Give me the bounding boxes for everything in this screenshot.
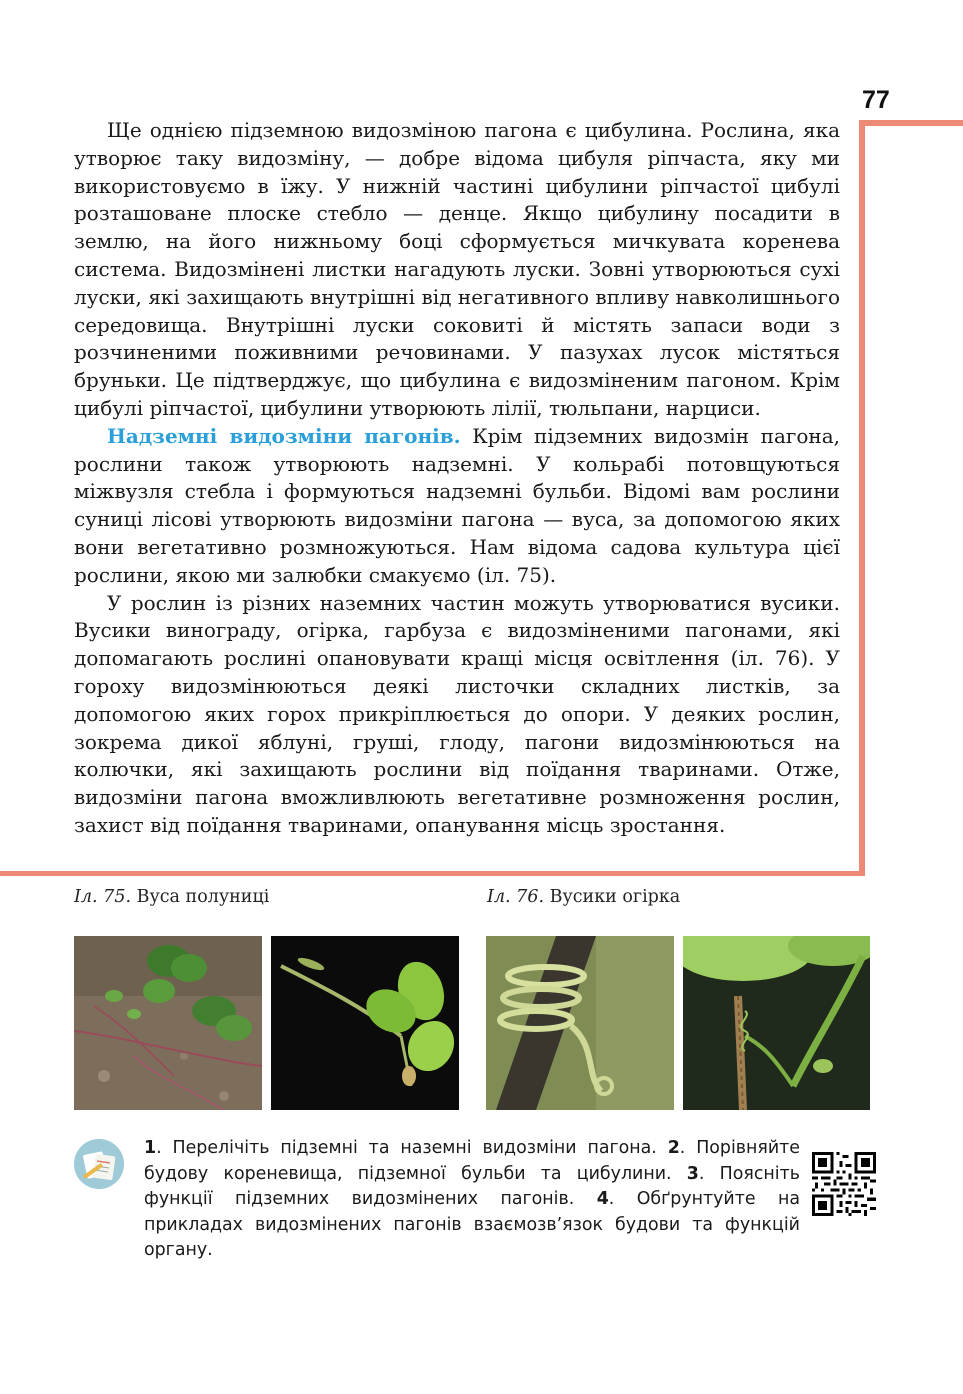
paragraph-bulb: Ще однією підземною видозміною пагона є цибулина. Рослина, яка утворює таку видозміну, — добре відома цибуля ріпчаста, яку ми використовуємо в їжу. У нижній частині цибулини ріпчастої цибулі розташоване плоске стебло — денце. Якщо цибулину посадити в землю, на його нижньому боці сформується мичкувата коренева система. Видозмінені листки нагадують луски. Зовні утворюються сухі луски, які захищають внутрішні від негативного впливу навколишнього середовища. Внутрішні луски соковиті й містять запаси води з розчиненими поживними речовинами. У пазухах лусок містяться бруньки. Це підтверджує, що цибулина є видозміненим пагоном. Крім цибулі ріпчастої, цибулини утворюють лілії, тюльпани, нарциси.: [74, 118, 840, 420]
caption-fig-75-ref: Іл. 75.: [74, 887, 132, 907]
main-text: [74, 117, 840, 840]
paragraph-tendrils: У рослин із різних наземних частин можуть утворюватися вусики. Вусики винограду, огірка, гарбуза є видозміненими пагонами, які допомагають рослині опановувати кращі місця освітлення (іл. 76). У гороху видозмінюються деякі листочки складних листків, за допомогою яких горох прикріплюється до опори. У деяких рослин, зокрема дикої яблуні, груші, глоду, пагони видозмінюються на колючки, які захищають рослини від поїдання тваринами. Отже, видозміни пагона вможливлюють вегетативне розмноження рослин, захист від поїдання тваринами, опанування місць зростання.: [74, 590, 840, 837]
frame-bottom-border: [0, 871, 865, 876]
caption-fig-75-text: Вуса полуниці: [131, 887, 270, 907]
caption-fig-75: [74, 887, 269, 907]
qr-code-icon[interactable]: [812, 1150, 876, 1218]
question-1-text: . Перелічіть підземні та наземні видозміни пагона.: [156, 1138, 668, 1158]
question-3-text: . Поясніть функції підземних видозмінених пагонів.: [144, 1163, 800, 1210]
photo-cucumber-tendril-coil: [486, 936, 674, 1110]
caption-fig-76-text: Вусики огірка: [544, 887, 681, 907]
photo-strawberry-runner-closeup: [271, 936, 459, 1110]
question-2-text: . Порівняйте будову кореневища, підземної бульби та цибулини.: [144, 1138, 800, 1184]
photo-cucumber-plant-rope: [683, 936, 870, 1110]
section-heading: Надземні видозміни пагонів.: [107, 423, 461, 448]
frame-right-border: [859, 120, 865, 875]
questions-block: [144, 1136, 800, 1264]
page-number: 77: [862, 86, 890, 114]
caption-fig-76-ref: Іл. 76.: [487, 887, 545, 907]
photo-strawberry-runners-soil: [74, 936, 262, 1110]
question-4-text: . Обґрунтуйте на прикладах видозмінених пагонів взаємозв’язок будови та функцій органу.: [144, 1189, 800, 1261]
paragraph-aboveground: [74, 423, 840, 590]
frame-top-border: [859, 120, 963, 126]
paragraph-aboveground-body: Крім підземних видозмін пагона, рослини також утворюють надземні. У кольрабі потовщуються міжвузля стебла і формуються надземні бульби. Відомі вам рослини суниці лісові утворюють видозміни пагона — вуса, за допомогою яких вони вегетативно розмножуються. Нам відома садова культура цієї рослини, якою ми залюбки смакуємо (іл. 75).: [74, 423, 841, 587]
notebook-pencil-icon: [74, 1139, 124, 1189]
caption-fig-76: [487, 887, 680, 907]
question-3-number: 3: [686, 1163, 699, 1184]
question-2-number: 2: [667, 1138, 680, 1158]
question-1-number: 1: [144, 1138, 157, 1158]
question-4-number: 4: [596, 1189, 609, 1210]
